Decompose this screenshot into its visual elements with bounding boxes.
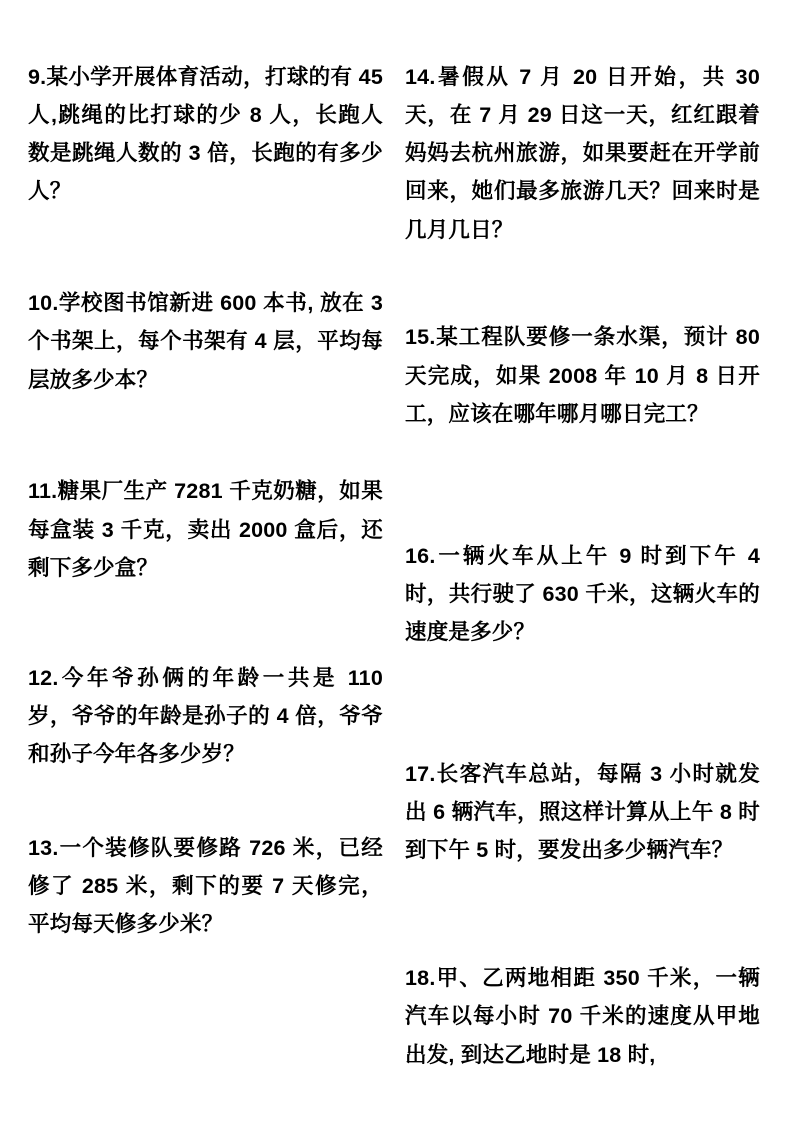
problem-item: 13.一个装修队要修路 726 米，已经修了 285 米，剩下的要 7 天修完，平均每天修多少米？ [28, 835, 383, 937]
problem-item: 9.某小学开展体育活动，打球的有 45 人,跳绳的比打球的少 8 人，长跑人数是跳绳人数的 3 倍，长跑的有多少人？ [28, 64, 383, 204]
problem-item: 16.一辆火车从上午 9 时到下午 4 时，共行驶了 630 千米，这辆火车的速度是多少？ [405, 543, 760, 645]
problem-item: 14.暑假从 7 月 20 日开始，共 30 天，在 7 月 29 日这一天，红红跟着妈妈去杭州旅游，如果要赶在开学前回来，她们最多旅游几天？回来时是几月几日？ [405, 64, 760, 242]
two-column-layout [28, 36, 765, 1112]
right-column [405, 36, 760, 1074]
problem-item: 18.甲、乙两地相距 350 千米，一辆汽车以每小时 70 千米的速度从甲地出发, 到达乙地时是 18 时, [405, 966, 760, 1067]
left-column [28, 36, 383, 944]
problem-item: 10.学校图书馆新进 600 本书, 放在 3 个书架上，每个书架有 4 层，平均每层放多少本？ [28, 291, 383, 392]
problem-item: 17.长客汽车总站，每隔 3 小时就发出 6 辆汽车，照这样计算从上午 8 时到下午 5 时，要发出多少辆汽车？ [405, 761, 760, 863]
problem-item: 15.某工程队要修一条水渠，预计 80 天完成，如果 2008 年 10 月 8 日开工，应该在哪年哪月哪日完工？ [405, 325, 760, 426]
problem-item: 11.糖果厂生产 7281 千克奶糖，如果每盒装 3 千克，卖出 2000 盒后，还剩下多少盒？ [28, 479, 383, 580]
problem-item: 12.今年爷孙俩的年龄一共是 110 岁，爷爷的年龄是孙子的 4 倍，爷爷和孙子今年各多少岁？ [28, 665, 383, 767]
